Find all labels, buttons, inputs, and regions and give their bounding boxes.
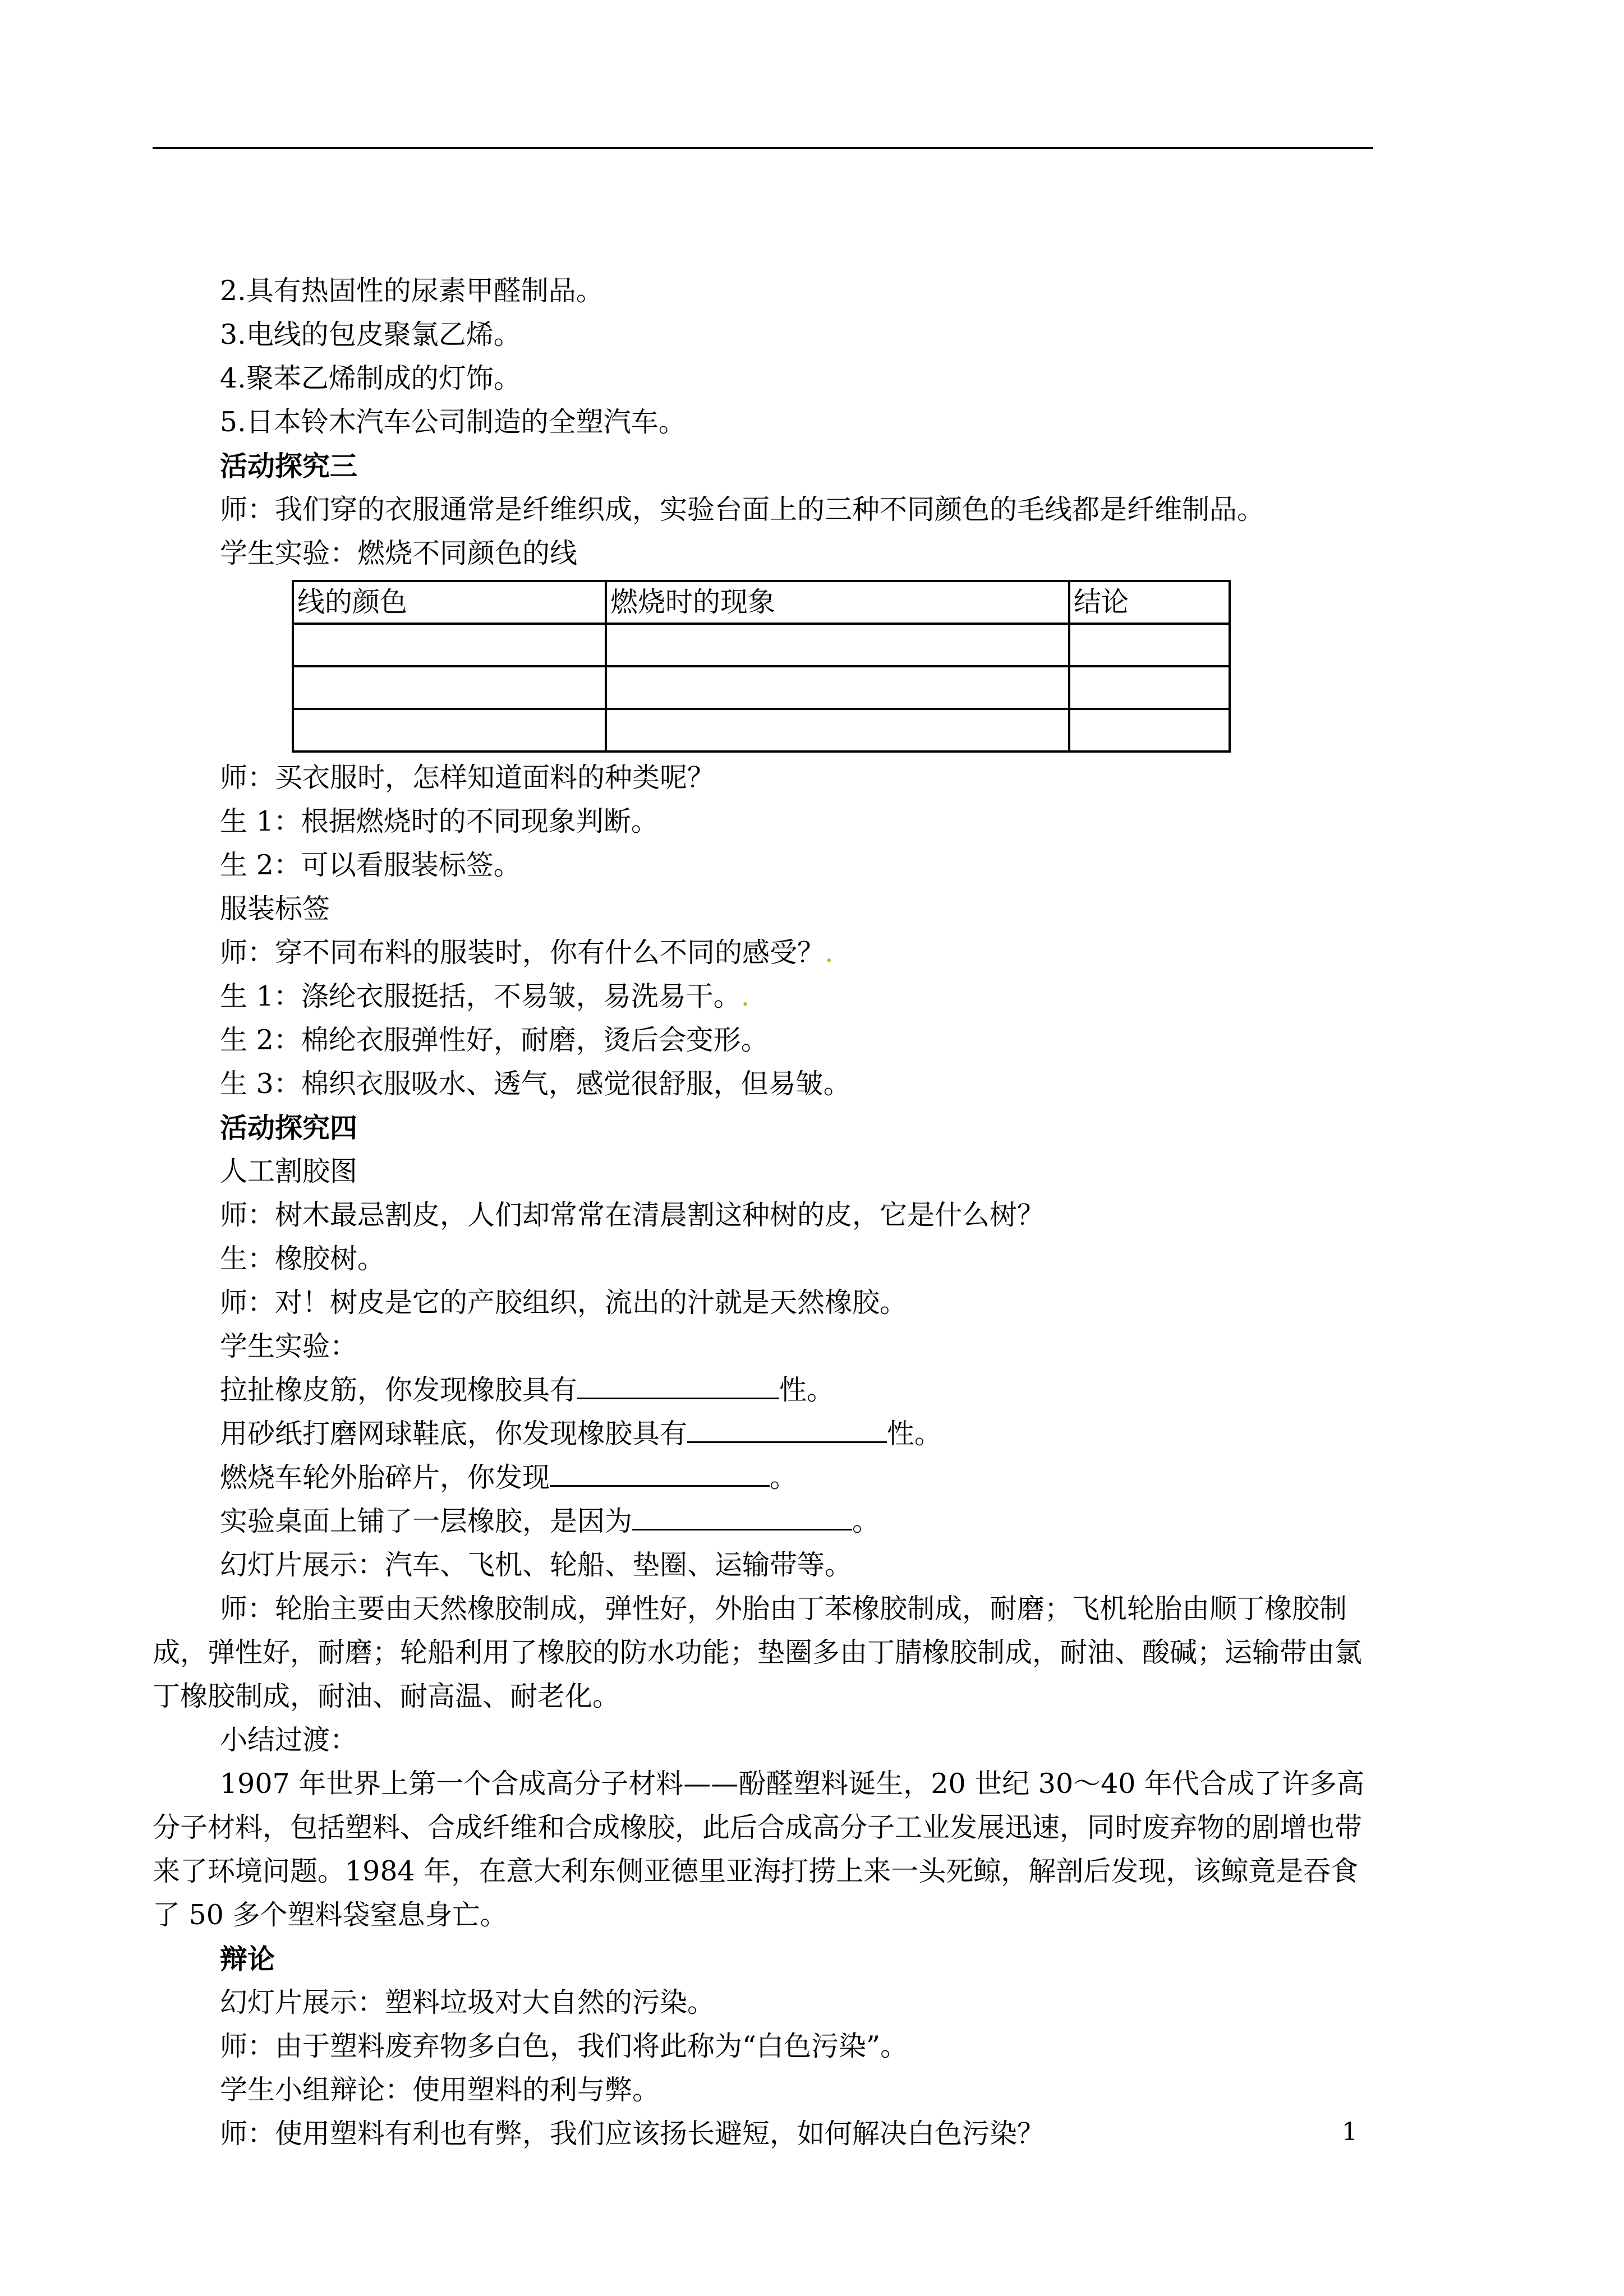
document-body: [153, 269, 1373, 2156]
blank-field[interactable]: [577, 1368, 779, 1399]
line-text: 性。: [779, 1374, 835, 1406]
teacher-line: 师：对！树皮是它的产胶组织，流出的汁就是天然橡胶。: [220, 1287, 908, 1318]
page-number: 1: [1342, 2118, 1358, 2146]
student-line: 生 1：根据燃烧时的不同现象判断。: [220, 805, 659, 837]
line-text: 燃烧车轮外胎碎片，你发现: [220, 1461, 550, 1493]
stray-mark: .: [825, 937, 834, 969]
blank-field[interactable]: [550, 1456, 770, 1487]
line-text: 性。: [887, 1418, 942, 1450]
debate-line: 学生小组辩论：使用塑料的利与弊。: [220, 2074, 660, 2106]
line-text: 拉扯橡皮筋，你发现橡胶具有: [220, 1374, 578, 1406]
fill-in-line: [220, 1412, 1373, 1456]
caption-line: 服装标签: [220, 893, 330, 925]
line-text: 生 1：涤纶衣服挺括，不易皱，易洗易干。: [220, 980, 741, 1012]
observation-table: [292, 580, 1231, 753]
line-text: 用砂纸打磨网球鞋底，你发现橡胶具有: [220, 1418, 688, 1450]
slide-line: 幻灯片展示：塑料垃圾对大自然的污染。: [220, 1986, 715, 2018]
list-item-5: 5.日本铃木汽车公司制造的全塑汽车。: [220, 406, 686, 438]
blank-field[interactable]: [687, 1412, 887, 1443]
table-header-row: [293, 581, 1230, 624]
teacher-line: [220, 931, 1373, 975]
teacher-paragraph: 师：轮胎主要由天然橡胶制成，弹性好，外胎由丁苯橡胶制成，耐磨；飞机轮胎由顺丁橡胶制成，弹性好，耐磨；轮船利用了橡胶的防水功能；垫圈多由丁腈橡胶制成，耐油、酸碱；运输带由氯丁橡胶制成，耐油、耐高温、耐老化。: [153, 1593, 1363, 1712]
line-text: 师：穿不同布料的服装时，你有什么不同的感受？: [220, 937, 825, 969]
summary-paragraph: 1907 年世界上第一个合成高分子材料——酚醛塑料诞生，20 世纪 30～40 年代合成了许多高分子材料，包括塑料、合成纤维和合成橡胶，此后合成高分子工业发展迅速，同时废弃物的剧增也带来了环境问题。1984 年，在意大利东侧亚德里亚海打捞上来一头死鲸，解剖后发现，该鲸竟是吞食了 50 多个塑料袋窒息身亡。: [153, 1768, 1365, 1931]
table-cell: [293, 666, 606, 709]
table-cell: [293, 709, 606, 751]
list-item-3: 3.电线的包皮聚氯乙烯。: [220, 319, 521, 351]
list-item-2: 2.具有热固性的尿素甲醛制品。: [220, 275, 604, 307]
teacher-line: 师：买衣服时，怎样知道面料的种类呢？: [220, 762, 715, 794]
experiment-line: 学生实验：燃烧不同颜色的线: [220, 537, 578, 569]
summary-label: 小结过渡：: [220, 1724, 358, 1756]
teacher-line: 师：树木最忌割皮，人们却常常在清晨割这种树的皮，它是什么树？: [220, 1199, 1045, 1231]
line-text: 。: [770, 1461, 798, 1493]
experiment-line: 学生实验：: [220, 1330, 358, 1362]
fill-in-line: [220, 1368, 1373, 1412]
table-row: [293, 666, 1230, 709]
table-header-cell: 线的颜色: [293, 581, 606, 624]
table-cell: [1069, 666, 1230, 709]
student-line: 生：橡胶树。: [220, 1243, 385, 1275]
teacher-line: 师：我们穿的衣服通常是纤维织成，实验台面上的三种不同颜色的毛线都是纤维制品。: [220, 494, 1265, 525]
section-heading-debate: 辩论: [220, 1943, 275, 1975]
section-heading-activity-3: 活动探究三: [220, 450, 358, 482]
line-text: 实验桌面上铺了一层橡胶，是因为: [220, 1505, 633, 1537]
student-line: 生 2：可以看服装标签。: [220, 849, 521, 881]
list-item-4: 4.聚苯乙烯制成的灯饰。: [220, 362, 521, 394]
teacher-line: 师：由于塑料废弃物多白色，我们将此称为“白色污染”。: [220, 2030, 908, 2062]
table-cell: [606, 624, 1069, 666]
table-cell: [606, 709, 1069, 751]
table-header-cell: 结论: [1069, 581, 1230, 624]
slide-line: 幻灯片展示：汽车、飞机、轮船、垫圈、运输带等。: [220, 1549, 853, 1581]
section-heading-activity-4: 活动探究四: [220, 1112, 358, 1144]
table-cell: [1069, 624, 1230, 666]
student-line: 生 3：棉织衣服吸水、透气，感觉很舒服，但易皱。: [220, 1068, 851, 1100]
stray-mark: .: [740, 980, 750, 1012]
caption-line: 人工割胶图: [220, 1155, 358, 1187]
student-line: [220, 975, 1373, 1018]
teacher-line: 师：使用塑料有利也有弊，我们应该扬长避短，如何解决白色污染？: [220, 2118, 1045, 2150]
fill-in-line: [220, 1500, 1373, 1543]
table-cell: [293, 624, 606, 666]
table-row: [293, 624, 1230, 666]
table-cell: [606, 666, 1069, 709]
table-cell: [1069, 709, 1230, 751]
line-text: 。: [852, 1505, 880, 1537]
blank-field[interactable]: [632, 1500, 852, 1530]
student-line: 生 2：棉纶衣服弹性好，耐磨，烫后会变形。: [220, 1024, 769, 1056]
table-row: [293, 709, 1230, 751]
fill-in-line: [220, 1456, 1373, 1500]
table-header-cell: 燃烧时的现象: [606, 581, 1069, 624]
header-rule: [153, 147, 1373, 149]
